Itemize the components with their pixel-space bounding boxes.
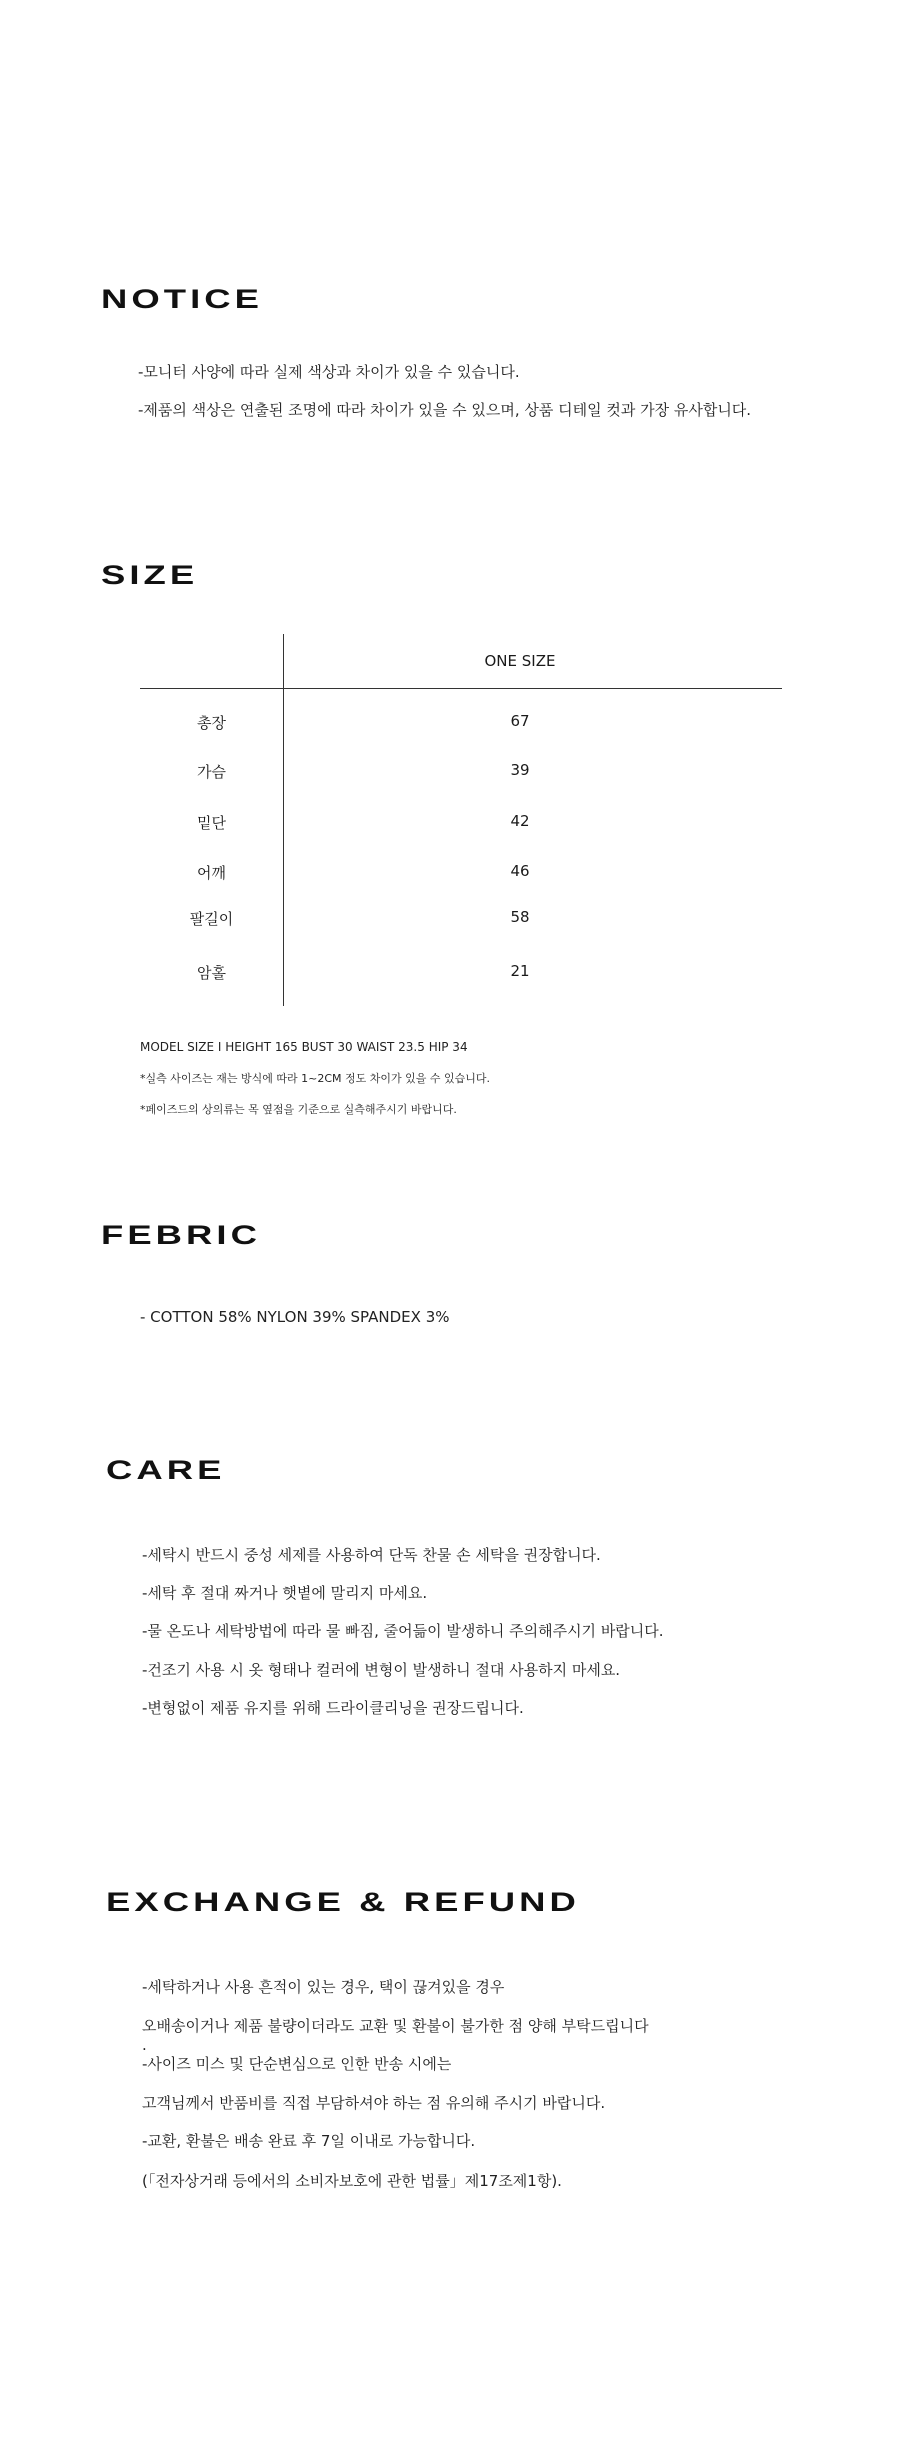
size-row-value: 42 <box>510 812 530 830</box>
model-size: MODEL SIZE I HEIGHT 165 BUST 30 WAIST 23.5 HIP 34 <box>140 1040 468 1054</box>
size-note: *실측 사이즈는 재는 방식에 따라 1~2CM 정도 차이가 있을 수 있습니다. <box>140 1072 490 1085</box>
care-line: -물 온도나 세탁방법에 따라 물 빠짐, 줄어듦이 발생하니 주의해주시기 바랍니다. <box>142 1622 664 1640</box>
febric-heading: FEBRIC <box>101 1220 261 1250</box>
exchange-line: 오배송이거나 제품 불량이더라도 교환 및 환불이 불가한 점 양해 부탁드립니다 <box>142 2017 649 2035</box>
exchange-line: -교환, 환불은 배송 완료 후 7일 이내로 가능합니다. <box>142 2132 476 2150</box>
size-row-value: 46 <box>510 862 530 880</box>
size-row-label: 가슴 <box>197 763 226 781</box>
notice-line: -모니터 사양에 따라 실제 색상과 차이가 있을 수 있습니다. <box>138 363 520 381</box>
size-note: *페이즈드의 상의류는 목 옆점을 기준으로 실측해주시기 바랍니다. <box>140 1103 457 1116</box>
care-line: -세탁시 반드시 중성 세제를 사용하여 단독 찬물 손 세탁을 권장합니다. <box>142 1546 601 1564</box>
size-row-value: 58 <box>510 908 530 926</box>
exchange-line: (「전자상거래 등에서의 소비자보호에 관한 법률」제17조제1항). <box>142 2172 562 2190</box>
exchange-line: . <box>142 2036 147 2054</box>
size-table <box>140 634 782 1006</box>
notice-line: -제품의 색상은 연출된 조명에 따라 차이가 있을 수 있으며, 상품 디테일 컷과 가장 유사합니다. <box>138 401 752 419</box>
size-row-label: 총장 <box>197 714 226 732</box>
size-row-label: 밑단 <box>197 814 226 832</box>
size-row-value: 39 <box>510 761 530 779</box>
size-column-header: ONE SIZE <box>484 652 556 670</box>
notice-heading: NOTICE <box>101 284 264 314</box>
exchange-line: -사이즈 미스 및 단순변심으로 인한 반송 시에는 <box>142 2055 452 2073</box>
exchange-line: 고객님께서 반품비를 직접 부담하셔야 하는 점 유의해 주시기 바랍니다. <box>142 2094 606 2112</box>
size-row-value: 21 <box>510 962 530 980</box>
care-line: -변형없이 제품 유지를 위해 드라이클리닝을 권장드립니다. <box>142 1699 524 1717</box>
fabric-composition: - COTTON 58% NYLON 39% SPANDEX 3% <box>140 1308 450 1326</box>
size-row-value: 67 <box>510 712 530 730</box>
size-row-label: 암홀 <box>197 964 226 982</box>
care-line: -건조기 사용 시 옷 형태나 컬러에 변형이 발생하니 절대 사용하지 마세요. <box>142 1661 621 1679</box>
table-column-divider <box>283 634 284 1006</box>
size-heading: SIZE <box>101 560 199 590</box>
exchange-refund-heading: EXCHANGE & REFUND <box>106 1887 580 1917</box>
table-header-divider <box>140 688 782 689</box>
size-row-label: 팔길이 <box>189 910 234 928</box>
size-row-label: 어깨 <box>197 864 226 882</box>
care-line: -세탁 후 절대 짜거나 햇볕에 말리지 마세요. <box>142 1584 428 1602</box>
exchange-line: -세탁하거나 사용 흔적이 있는 경우, 택이 끊겨있을 경우 <box>142 1978 505 1996</box>
care-heading: CARE <box>106 1455 226 1485</box>
